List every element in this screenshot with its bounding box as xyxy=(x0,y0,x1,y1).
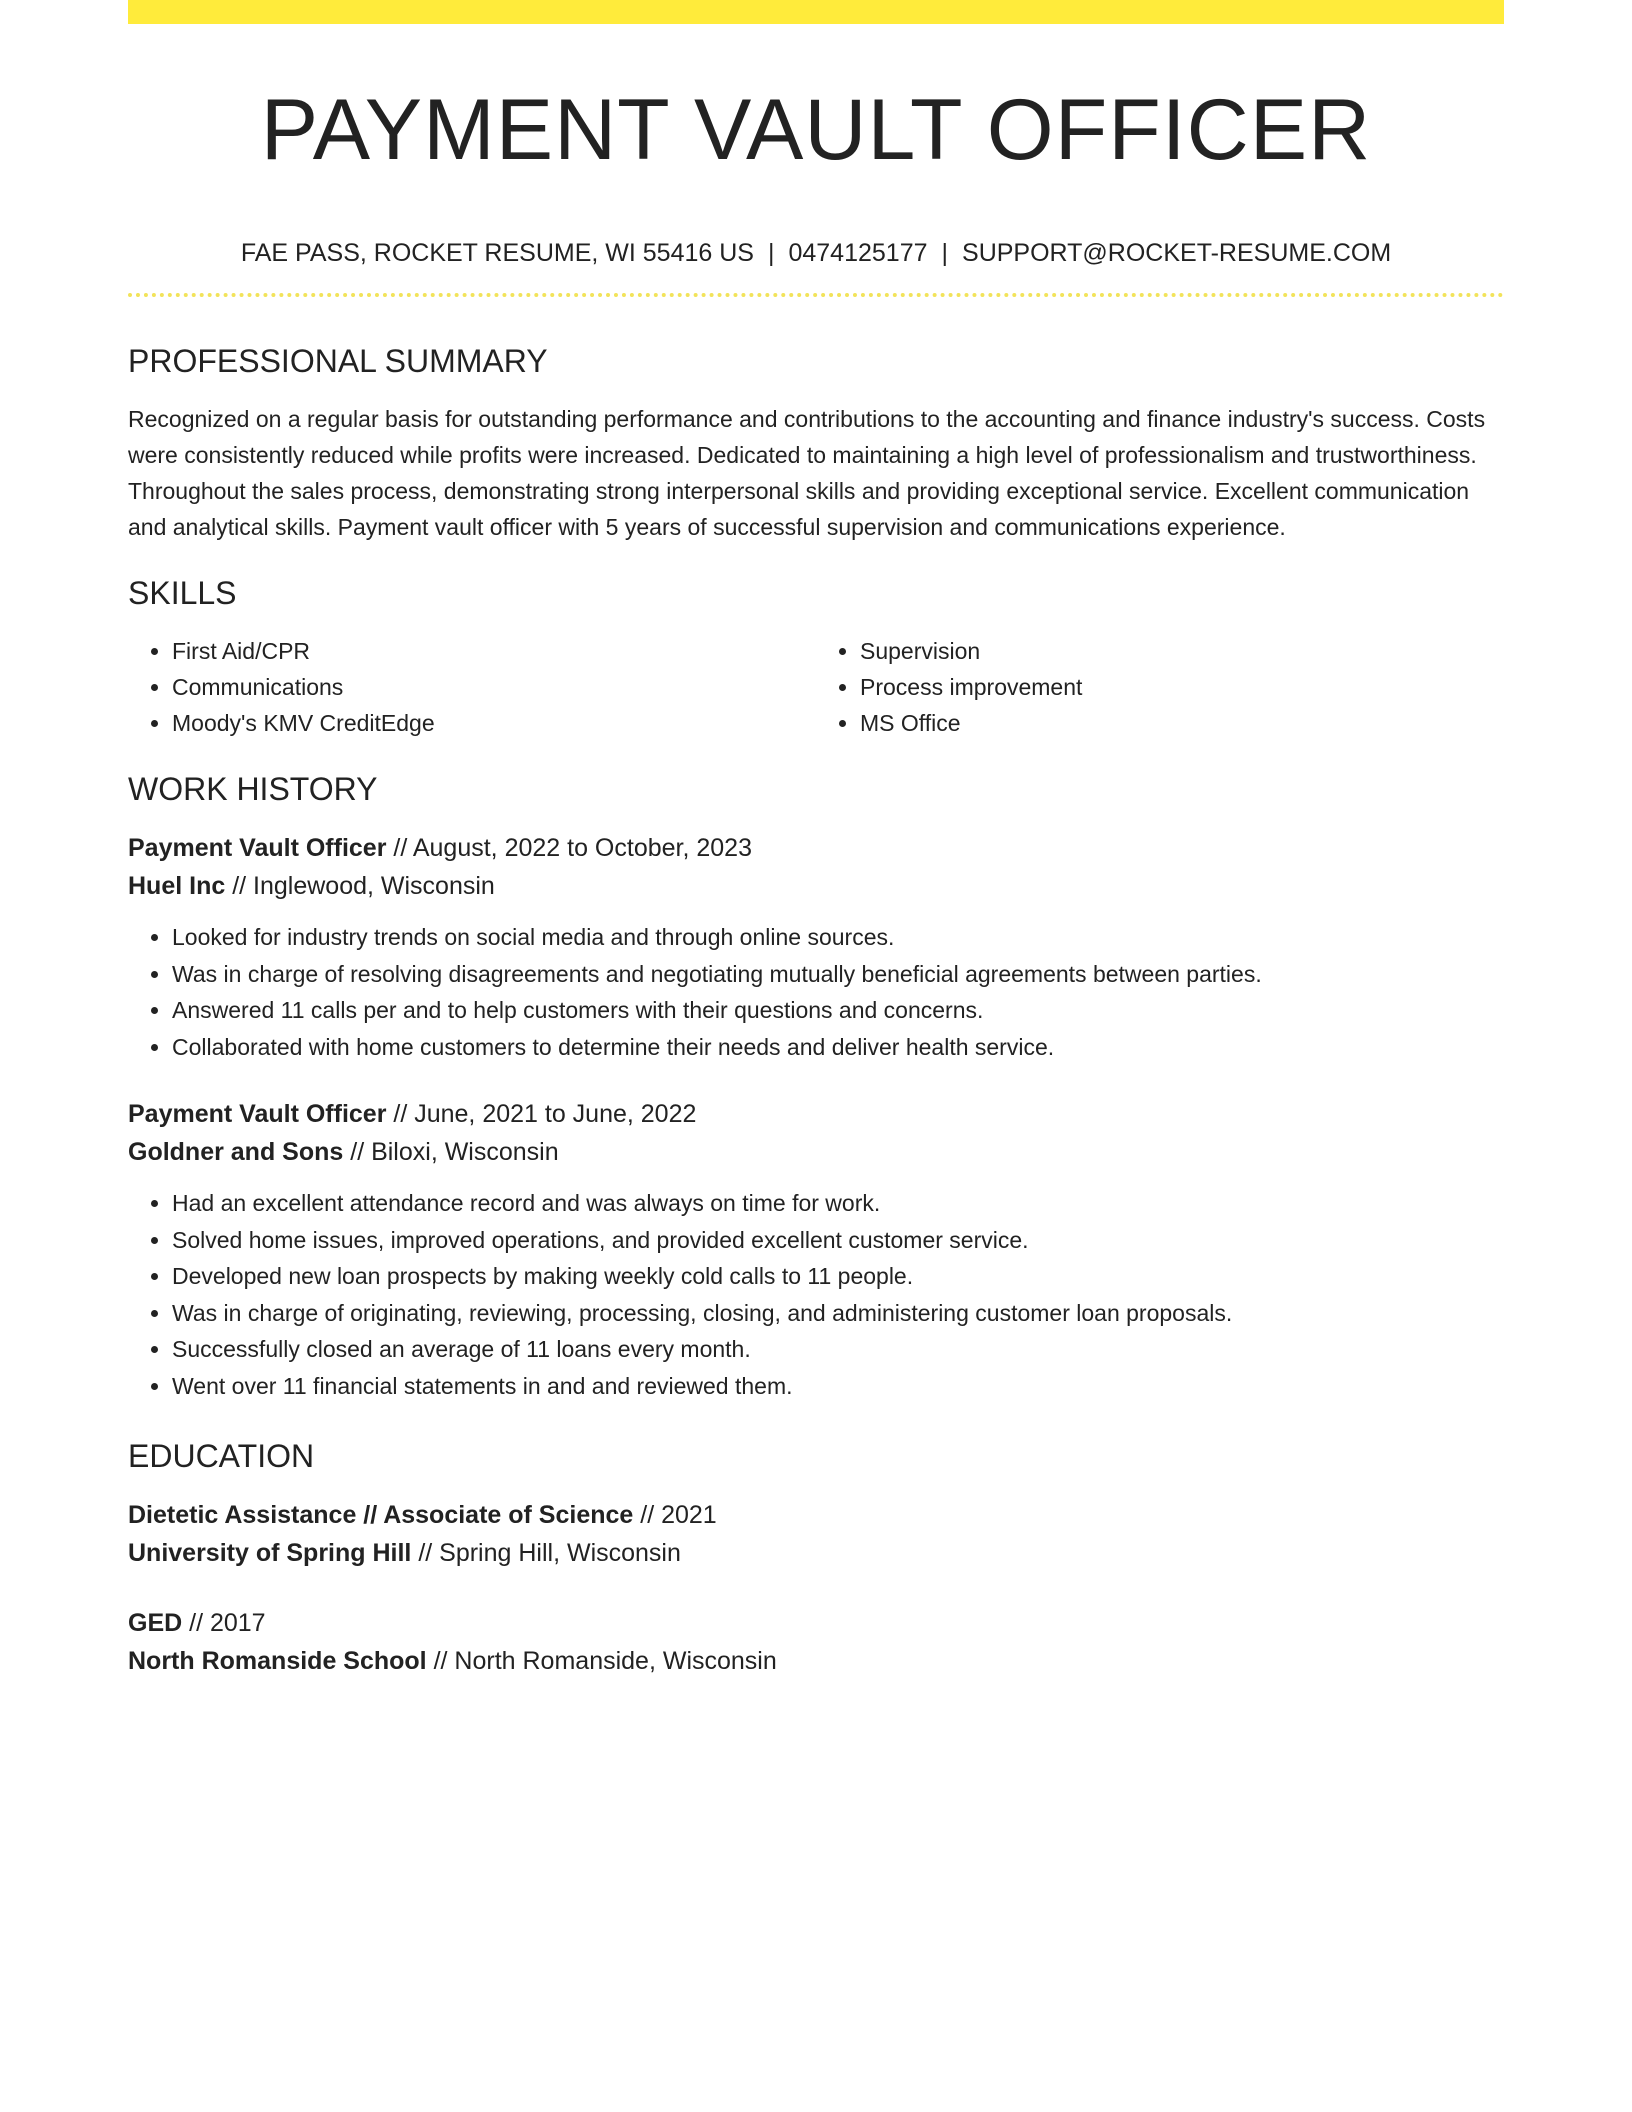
job-company-line xyxy=(128,1133,1504,1171)
degree: GED xyxy=(128,1609,183,1637)
job-bullet: • Had an excellent attendance record and was always on time for work. xyxy=(172,1185,1504,1222)
school-line xyxy=(128,1642,1504,1680)
skill-item: • Moody's KMV CreditEdge xyxy=(172,705,816,741)
job-role: Payment Vault Officer xyxy=(128,834,387,862)
skill-item: • MS Office xyxy=(860,705,1504,741)
school-line xyxy=(128,1534,1504,1572)
separator: | xyxy=(767,239,775,267)
resume-page xyxy=(128,0,1504,1680)
job-location: // Biloxi, Wisconsin xyxy=(343,1138,559,1166)
degree: Dietetic Assistance // Associate of Science xyxy=(128,1501,634,1529)
education-entry xyxy=(128,1496,1504,1572)
job-bullet: • Answered 11 calls per and to help customers with their questions and concerns. xyxy=(172,992,1504,1029)
email: SUPPORT@ROCKET-RESUME.COM xyxy=(962,239,1392,267)
school-location: // Spring Hill, Wisconsin xyxy=(411,1539,681,1567)
job-bullet: • Successfully closed an average of 11 loans every month. xyxy=(172,1331,1504,1368)
job-bullet: • Was in charge of originating, reviewing, processing, closing, and administering customer loan proposals. xyxy=(172,1295,1504,1332)
separator: | xyxy=(941,239,949,267)
graduation-year: // 2021 xyxy=(633,1501,717,1529)
school-location: // North Romanside, Wisconsin xyxy=(426,1647,777,1675)
job-entry xyxy=(128,829,1504,1065)
dotted-divider xyxy=(128,293,1504,297)
skills-column-right xyxy=(816,633,1504,741)
education-entry xyxy=(128,1604,1504,1680)
contact-line xyxy=(128,238,1504,268)
job-bullets xyxy=(128,919,1504,1065)
job-bullet: • Developed new loan prospects by making weekly cold calls to 11 people. xyxy=(172,1258,1504,1295)
job-bullet: • Solved home issues, improved operations, and provided excellent customer service. xyxy=(172,1222,1504,1259)
job-dates: // June, 2021 to June, 2022 xyxy=(386,1100,697,1128)
job-bullet: • Was in charge of resolving disagreements and negotiating mutually beneficial agreements between parties. xyxy=(172,956,1504,993)
graduation-year: // 2017 xyxy=(182,1609,266,1637)
skill-item: • Communications xyxy=(172,669,816,705)
job-dates: // August, 2022 to October, 2023 xyxy=(386,834,752,862)
summary-text: Recognized on a regular basis for outstanding performance and contributions to the accounting and finance industry's success. Costs were consistently reduced while profits were increased. Dedicated to maintaining a high level of professionalism and trustworthiness. Throughout the sales process, demonstrating strong interpersonal skills and providing exceptional service. Excellent communication and analytical skills. Payment vault officer with 5 years of successful supervision and communications experience. xyxy=(128,406,1486,540)
school: North Romanside School xyxy=(128,1647,427,1675)
job-bullet: • Looked for industry trends on social media and through online sources. xyxy=(172,919,1504,956)
summary-heading: PROFESSIONAL SUMMARY xyxy=(128,343,548,379)
job-bullet: • Went over 11 financial statements in and and reviewed them. xyxy=(172,1368,1504,1405)
school: University of Spring Hill xyxy=(128,1539,412,1567)
skills-list xyxy=(128,633,1504,741)
job-company-line xyxy=(128,867,1504,905)
skills-column-left xyxy=(128,633,816,741)
address: FAE PASS, ROCKET RESUME, WI 55416 US xyxy=(240,239,754,267)
education-heading: EDUCATION xyxy=(128,1438,315,1474)
work-history-heading: WORK HISTORY xyxy=(128,771,378,807)
job-role-line xyxy=(128,1095,1504,1133)
skill-item: • Supervision xyxy=(860,633,1504,669)
degree-line xyxy=(128,1604,1504,1642)
job-bullet: • Collaborated with home customers to determine their needs and deliver health service. xyxy=(172,1029,1504,1066)
job-role: Payment Vault Officer xyxy=(128,1100,387,1128)
job-entry xyxy=(128,1095,1504,1404)
job-role-line xyxy=(128,829,1504,867)
resume-title: PAYMENT VAULT OFFICER xyxy=(260,82,1372,178)
skill-item: • First Aid/CPR xyxy=(172,633,816,669)
job-company: Goldner and Sons xyxy=(128,1138,344,1166)
job-bullets xyxy=(128,1185,1504,1404)
job-company: Huel Inc xyxy=(128,872,226,900)
job-location: // Inglewood, Wisconsin xyxy=(225,872,495,900)
accent-bar xyxy=(128,0,1504,24)
skill-item: • Process improvement xyxy=(860,669,1504,705)
degree-line xyxy=(128,1496,1504,1534)
phone: 0474125177 xyxy=(788,239,928,267)
skills-heading: SKILLS xyxy=(128,575,237,611)
